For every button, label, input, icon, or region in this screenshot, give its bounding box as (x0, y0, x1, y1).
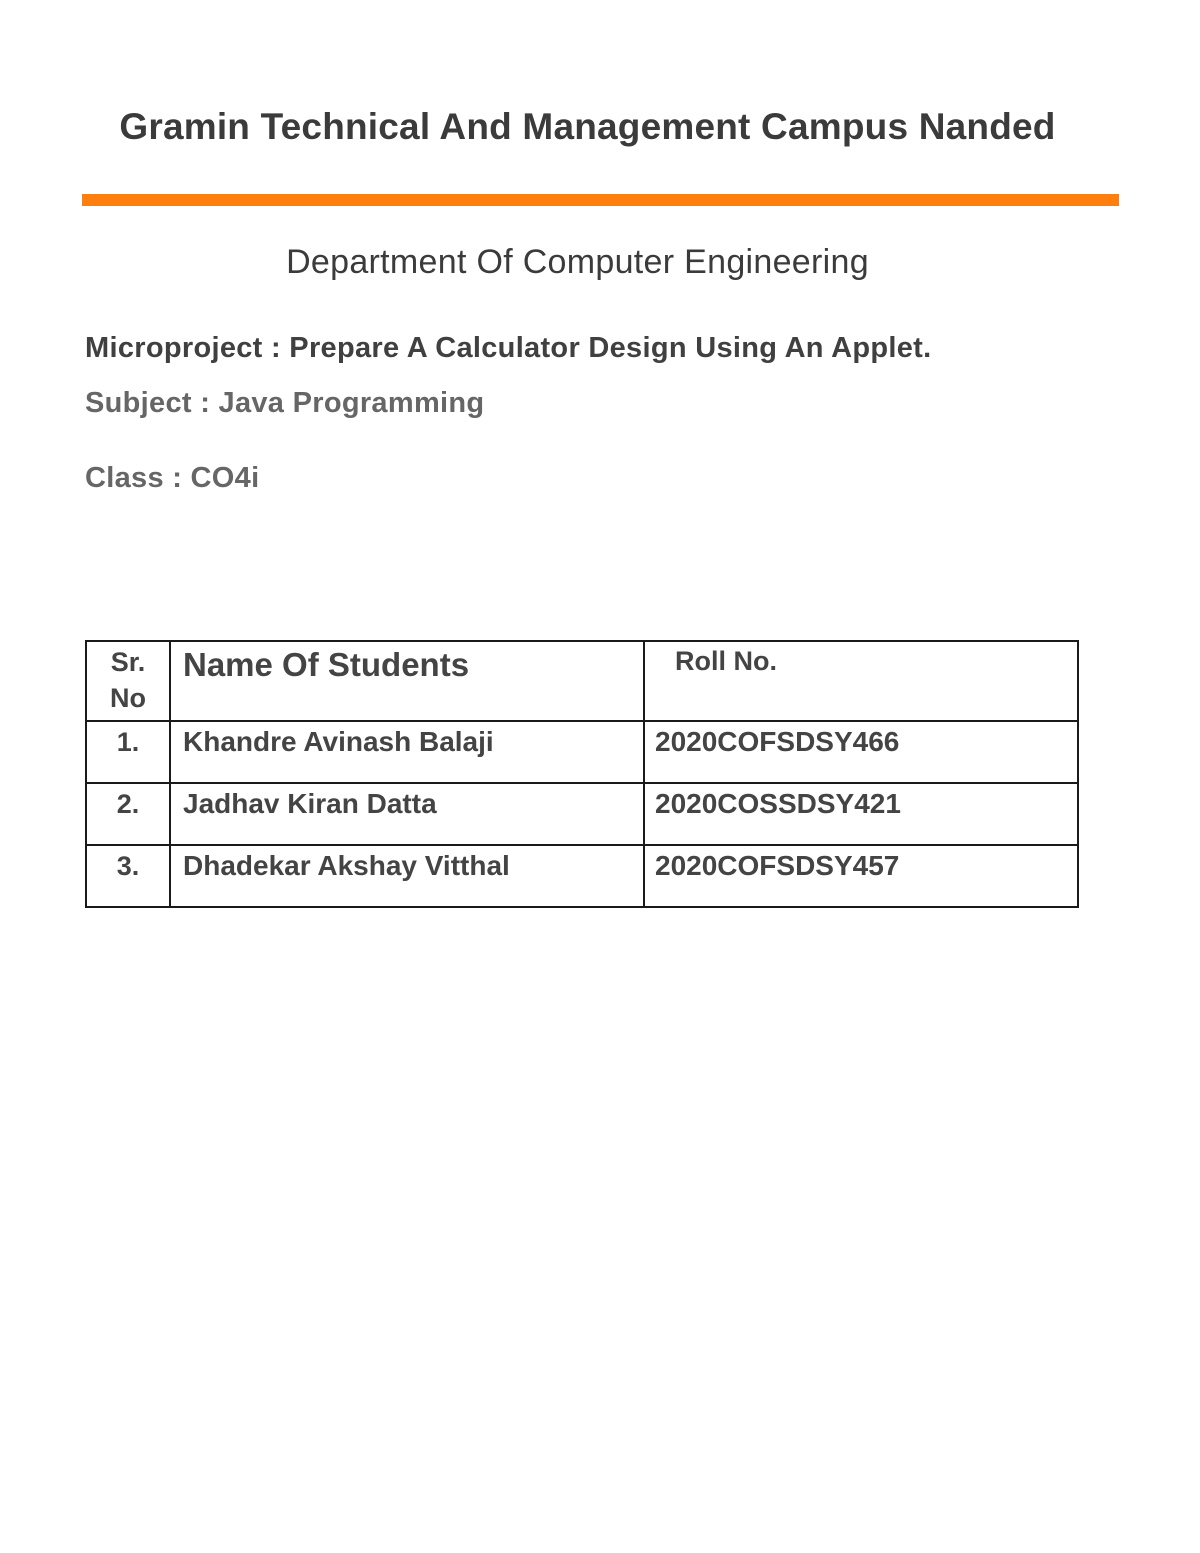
cell-roll: 2020COFSDSY457 (644, 845, 1078, 907)
cell-sr: 1. (86, 721, 170, 783)
header-roll: Roll No. (644, 641, 1078, 721)
cell-roll: 2020COSSDSY421 (644, 783, 1078, 845)
cell-sr: 2. (86, 783, 170, 845)
department-heading: Department Of Computer Engineering (286, 243, 869, 281)
cell-name: Dhadekar Akshay Vitthal (170, 845, 644, 907)
table-header-row (86, 641, 1078, 721)
header-sr-line2: No (110, 683, 146, 713)
header-sr-line1: Sr. (110, 647, 146, 677)
table-row (86, 721, 1078, 783)
cell-roll: 2020COFSDSY466 (644, 721, 1078, 783)
cell-name: Jadhav Kiran Datta (170, 783, 644, 845)
class-line: Class : CO4i (85, 462, 260, 494)
subject-line: Subject : Java Programming (85, 387, 485, 419)
students-table (85, 640, 1079, 908)
title-divider (82, 194, 1119, 206)
college-title: Gramin Technical And Management Campus Nanded (119, 106, 1056, 147)
cell-name: Khandre Avinash Balaji (170, 721, 644, 783)
table-row (86, 845, 1078, 907)
table-row (86, 783, 1078, 845)
microproject-line: Microproject : Prepare A Calculator Design Using An Applet. (85, 332, 932, 364)
header-name: Name Of Students (170, 641, 644, 721)
header-sr-no (86, 641, 170, 721)
cell-sr: 3. (86, 845, 170, 907)
